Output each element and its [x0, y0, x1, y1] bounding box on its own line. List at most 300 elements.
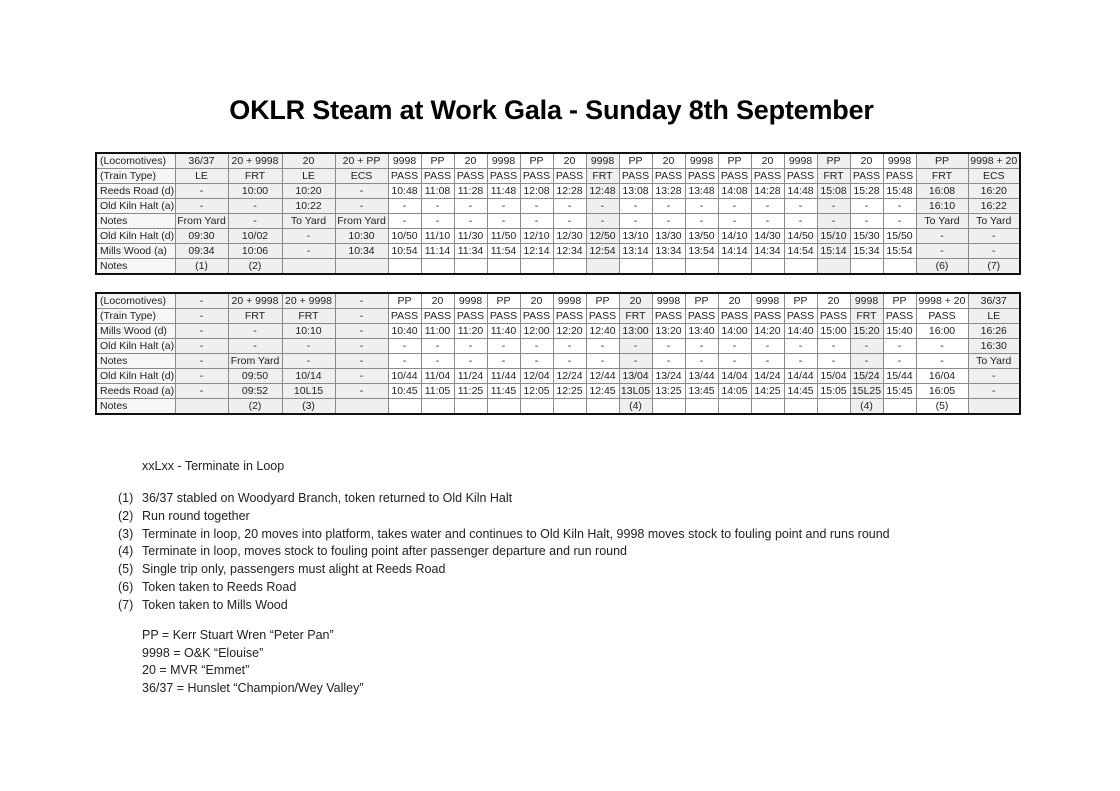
timetable-row: [96, 399, 1020, 415]
timetable-row: [96, 153, 1020, 169]
timetable-cell: 11/30: [454, 229, 487, 244]
timetable-cell: -: [454, 199, 487, 214]
timetable-cell: [454, 399, 487, 415]
timetable-cell: 11:40: [487, 324, 520, 339]
timetable-cell: PASS: [388, 169, 421, 184]
timetable-cell: PASS: [421, 309, 454, 324]
timetable-cell: PASS: [619, 169, 652, 184]
note-number: (2): [118, 508, 134, 523]
timetable-cell: -: [685, 199, 718, 214]
note-item: [118, 526, 890, 544]
timetable-cell: -: [850, 199, 883, 214]
row-label: (Locomotives): [96, 293, 175, 309]
timetable-cell: (5): [916, 399, 968, 415]
timetable-cell: PP: [817, 153, 850, 169]
timetable-cell: 14:34: [751, 244, 784, 259]
timetable-cell: 13:25: [652, 384, 685, 399]
timetable-cell: [751, 399, 784, 415]
timetable-cell: 13L05: [620, 385, 651, 397]
timetable-cell: -: [751, 339, 784, 354]
timetable-cell: -: [916, 339, 968, 354]
timetable-cell: -: [784, 354, 817, 369]
timetable-cell: -: [388, 339, 421, 354]
timetable-cell: 16:05: [916, 384, 968, 399]
timetable-cell: To Yard: [916, 214, 968, 229]
timetable-cell: (7): [968, 259, 1020, 275]
timetable-cell: -: [968, 229, 1020, 244]
timetable-cell: 12:48: [586, 184, 619, 199]
timetable-cell: 15:45: [883, 384, 916, 399]
timetable-cell: PASS: [652, 169, 685, 184]
timetable-cell: -: [335, 384, 388, 399]
timetable-cell: 12/10: [520, 229, 553, 244]
note-number: (3): [118, 526, 134, 541]
timetable-cell: PP: [586, 293, 619, 309]
timetable-cell: 16:00: [916, 324, 968, 339]
timetable-cell: -: [228, 339, 282, 354]
timetable-cell: -: [553, 199, 586, 214]
timetable-cell: (2): [228, 399, 282, 415]
timetable-cell: 20: [282, 153, 335, 169]
timetable-cell: 20 + PP: [335, 153, 388, 169]
timetable-cell: -: [817, 339, 850, 354]
timetable-cell: 9998: [388, 153, 421, 169]
timetable-cell: [553, 259, 586, 275]
timetable-cell: 9998: [652, 293, 685, 309]
timetable-cell: 15:40: [883, 324, 916, 339]
timetable-row: [96, 199, 1020, 214]
note-item: [118, 579, 890, 597]
timetable-cell: (2): [228, 259, 282, 275]
timetable-cell: PASS: [520, 169, 553, 184]
timetable-cell: PASS: [652, 309, 685, 324]
timetable-cell: [685, 399, 718, 415]
timetable-cell: [718, 259, 751, 275]
timetable-cell: FRT: [586, 169, 619, 184]
timetable-cell: 10/50: [388, 229, 421, 244]
timetable-cell: 11/10: [421, 229, 454, 244]
timetable-cell: 14:08: [718, 184, 751, 199]
notes-list: [118, 490, 890, 615]
timetable-cell: 14:54: [784, 244, 817, 259]
timetable-cell: -: [520, 199, 553, 214]
timetable-cell: -: [883, 339, 916, 354]
row-label: Mills Wood (a): [96, 244, 175, 259]
timetable-cell: 09:34: [175, 244, 228, 259]
timetable-cell: -: [175, 384, 228, 399]
row-label: Old Kiln Halt (d): [96, 229, 175, 244]
timetable-cell: 9998: [784, 153, 817, 169]
timetable-cell: 13:14: [619, 244, 652, 259]
note-number: (1): [118, 491, 134, 505]
timetable-cell: 13:45: [685, 384, 718, 399]
timetable-cell: 14:25: [751, 384, 784, 399]
timetable-cell: 09:30: [175, 229, 228, 244]
timetable-cell: 10/44: [388, 369, 421, 384]
timetable-cell: -: [586, 199, 619, 214]
row-label: Old Kiln Halt (a): [96, 199, 175, 214]
timetable-cell: 12/50: [586, 229, 619, 244]
timetable-cell: 12:05: [520, 384, 553, 399]
timetable-cell: 20: [454, 153, 487, 169]
timetable-cell: -: [586, 214, 619, 229]
row-label: Old Kiln Halt (a): [96, 339, 175, 354]
timetable-cell: -: [916, 244, 968, 259]
timetable-cell: -: [718, 354, 751, 369]
note-number: (4): [118, 544, 134, 559]
timetable-cell: PASS: [454, 169, 487, 184]
timetable-cell: 11:54: [487, 244, 520, 259]
timetable-cell: -: [487, 339, 520, 354]
timetable-cell: 14:45: [784, 384, 817, 399]
timetable-cell: [520, 259, 553, 275]
timetable-cell: From Yard: [175, 214, 228, 229]
timetable-cell: ECS: [968, 169, 1020, 184]
timetable-cell: 20: [652, 153, 685, 169]
timetable-cell: [784, 399, 817, 415]
timetable-cell: [817, 399, 850, 415]
timetable-cell: PP: [421, 153, 454, 169]
timetable-cell: 11/04: [421, 369, 454, 384]
note-number: (7): [118, 597, 134, 612]
timetable-cell: -: [916, 229, 968, 244]
note-text: Run round together: [142, 508, 250, 523]
timetable-cell: 12:25: [553, 384, 586, 399]
timetable-cell: [652, 399, 685, 415]
timetable-cell: -: [685, 354, 718, 369]
timetable-cell: 16/04: [916, 369, 968, 384]
timetable-cell: -: [850, 339, 883, 354]
timetable-row: [96, 354, 1020, 369]
timetable-cell: PP: [487, 293, 520, 309]
timetable-cell: -: [968, 244, 1020, 259]
timetable-cell: -: [175, 324, 228, 339]
timetable-cell: -: [850, 214, 883, 229]
timetable-cell: -: [388, 214, 421, 229]
timetable-cell: -: [652, 214, 685, 229]
timetable-row: [96, 369, 1020, 384]
timetable-cell: -: [968, 384, 1020, 399]
timetable-up: [95, 152, 1021, 275]
note-text: Token taken to Reeds Road: [142, 579, 297, 594]
timetable-cell: -: [850, 354, 883, 369]
timetable-cell: PASS: [685, 169, 718, 184]
timetable-cell: 14/50: [784, 229, 817, 244]
timetable-cell: [784, 259, 817, 275]
timetable-cell: 36/37: [968, 293, 1020, 309]
timetable-cell: [520, 399, 553, 415]
timetable-cell: 20: [850, 153, 883, 169]
timetable-cell: -: [175, 369, 228, 384]
timetable-cell: 10/14: [282, 369, 335, 384]
timetable-cell: 9998: [586, 153, 619, 169]
timetable-cell: 11:25: [454, 384, 487, 399]
timetable-cell: [685, 259, 718, 275]
timetable-cell: 13/44: [685, 369, 718, 384]
timetable-row: [96, 184, 1020, 199]
timetable-cell: 13:40: [685, 324, 718, 339]
timetable-cell: -: [883, 214, 916, 229]
timetable-cell: PASS: [916, 309, 968, 324]
timetable-row: [96, 384, 1020, 399]
timetable-cell: 11:00: [421, 324, 454, 339]
timetable-cell: PP: [784, 293, 817, 309]
timetable-cell: 9998: [850, 293, 883, 309]
timetable-cell: 12:40: [586, 324, 619, 339]
timetable-cell: FRT: [228, 169, 282, 184]
timetable-cell: PASS: [553, 169, 586, 184]
timetable-cell: -: [586, 354, 619, 369]
timetable-cell: 15/44: [883, 369, 916, 384]
timetable-cell: (3): [282, 399, 335, 415]
timetable-cell: -: [487, 214, 520, 229]
timetable-cell: 14:14: [718, 244, 751, 259]
timetable-cell: 36/37: [175, 153, 228, 169]
note-item: [118, 561, 890, 579]
timetable-cell: -: [335, 354, 388, 369]
timetable-cell: -: [175, 309, 228, 324]
timetable-cell: -: [652, 339, 685, 354]
timetable-cell: [487, 259, 520, 275]
timetable-cell: -: [335, 339, 388, 354]
timetable-cell: PP: [388, 293, 421, 309]
timetable-cell: 13/50: [685, 229, 718, 244]
timetable-cell: 20 + 9998: [282, 293, 335, 309]
timetable-cell: PASS: [388, 309, 421, 324]
timetable-cell: 15L25: [851, 385, 882, 397]
timetable-cell: 14:00: [718, 324, 751, 339]
timetable-row: [96, 324, 1020, 339]
timetable-cell: 9998 + 20: [916, 293, 968, 309]
timetable-cell: -: [553, 354, 586, 369]
timetable-cell: 12:00: [520, 324, 553, 339]
timetable-cell: 14/24: [751, 369, 784, 384]
timetable-cell: 10L15: [282, 384, 335, 399]
timetable-cell: FRT: [619, 309, 652, 324]
row-label: Mills Wood (d): [96, 324, 175, 339]
timetable-cell: [751, 259, 784, 275]
timetable-cell: [335, 399, 388, 415]
timetable-cell: 15:54: [883, 244, 916, 259]
timetable-cell: 13:28: [652, 184, 685, 199]
timetable-cell: 20 + 9998: [228, 153, 282, 169]
timetable-cell: [586, 259, 619, 275]
timetable-cell: [553, 399, 586, 415]
timetable-cell: 15:14: [817, 244, 850, 259]
timetable-cell: 10:22: [282, 199, 335, 214]
timetable-cell: 9998: [487, 153, 520, 169]
timetable-cell: 9998 + 20: [968, 153, 1020, 169]
timetable-cell: PP: [520, 153, 553, 169]
row-label: (Locomotives): [96, 153, 175, 169]
timetable-cell: 11/44: [487, 369, 520, 384]
timetable-cell: 9998: [454, 293, 487, 309]
timetable-cell: 16:26: [968, 324, 1020, 339]
timetable-cell: -: [421, 199, 454, 214]
timetable-cell: -: [817, 199, 850, 214]
timetable-cell: -: [282, 244, 335, 259]
timetable-cell: -: [685, 339, 718, 354]
timetable-cell: PASS: [487, 169, 520, 184]
timetable-cell: [817, 259, 850, 275]
timetable-cell: -: [619, 339, 652, 354]
timetable-cell: [388, 399, 421, 415]
timetable-cell: FRT: [916, 169, 968, 184]
timetable-cell: -: [652, 199, 685, 214]
timetable-cell: -: [282, 354, 335, 369]
timetable-cell: -: [175, 354, 228, 369]
timetable-cell: 15:28: [850, 184, 883, 199]
note-number: (5): [118, 562, 134, 577]
timetable-cell: -: [454, 214, 487, 229]
timetable-cell: PASS: [784, 309, 817, 324]
timetable-cell: 9998: [751, 293, 784, 309]
timetable-cell: PASS: [883, 169, 916, 184]
timetable-cell: -: [883, 199, 916, 214]
timetable-cell: (4): [850, 399, 883, 415]
timetable-cell: -: [335, 324, 388, 339]
timetable-cell: FRT: [282, 309, 335, 324]
timetable-cell: [388, 259, 421, 275]
timetable-cell: 10:06: [228, 244, 282, 259]
timetable-cell: PP: [883, 293, 916, 309]
note-text: 36/37 stabled on Woodyard Branch, token returned to Old Kiln Halt: [142, 491, 513, 505]
timetable-cell: 11:05: [421, 384, 454, 399]
timetable-cell: [586, 399, 619, 415]
note-text: Token taken to Mills Wood: [142, 597, 288, 612]
timetable-cell: 20: [718, 293, 751, 309]
timetable-row: [96, 229, 1020, 244]
row-label: Notes: [96, 354, 175, 369]
timetable-cell: PP: [619, 153, 652, 169]
timetable-cell: -: [817, 354, 850, 369]
timetable-cell: 12:20: [553, 324, 586, 339]
timetable-cell: 20: [817, 293, 850, 309]
timetable-cell: -: [652, 354, 685, 369]
timetable-cell: 14/04: [718, 369, 751, 384]
timetable-cell: 12:08: [520, 184, 553, 199]
timetable-cell: -: [388, 354, 421, 369]
timetable-row: [96, 339, 1020, 354]
timetable-cell: -: [175, 339, 228, 354]
timetable-cell: 11:48: [487, 184, 520, 199]
timetable-cell: 14/44: [784, 369, 817, 384]
timetable-cell: -: [685, 214, 718, 229]
timetable-cell: -: [883, 354, 916, 369]
timetable-cell: 9998: [553, 293, 586, 309]
timetable-cell: 20: [619, 293, 652, 309]
timetable-cell: -: [553, 214, 586, 229]
timetable-cell: LE: [175, 169, 228, 184]
note-number: (6): [118, 579, 134, 594]
timetable-cell: [850, 259, 883, 275]
timetable-row: [96, 244, 1020, 259]
timetable-cell: -: [335, 293, 388, 309]
timetable-cell: 16:08: [916, 184, 968, 199]
timetable-cell: FRT: [817, 169, 850, 184]
timetable-cell: -: [335, 184, 388, 199]
timetable-cell: -: [619, 199, 652, 214]
timetable-cell: 10:20: [282, 184, 335, 199]
timetable-cell: -: [335, 369, 388, 384]
timetable-cell: [883, 399, 916, 415]
timetable-cell: PASS: [784, 169, 817, 184]
timetable-cell: ECS: [335, 169, 388, 184]
timetable-cell: -: [175, 184, 228, 199]
timetable-cell: -: [520, 339, 553, 354]
timetable-cell: 11:14: [421, 244, 454, 259]
timetable-cell: -: [282, 229, 335, 244]
timetable-cell: 10:40: [388, 324, 421, 339]
timetable-cell: [619, 259, 652, 275]
timetable-cell: 15:00: [817, 324, 850, 339]
timetable-down: [95, 292, 1021, 415]
timetable-cell: To Yard: [968, 354, 1020, 369]
timetable-cell: 15:08: [817, 184, 850, 199]
timetable-cell: (6): [916, 259, 968, 275]
loco-key-item: 20 = MVR “Emmet”: [142, 663, 250, 677]
timetable-cell: PASS: [685, 309, 718, 324]
row-label: Reeds Road (d): [96, 184, 175, 199]
timetable-cell: 09:52: [228, 384, 282, 399]
row-label: Notes: [96, 259, 175, 275]
timetable-cell: -: [968, 369, 1020, 384]
locomotive-key: [142, 627, 364, 697]
timetable-cell: 11/50: [487, 229, 520, 244]
timetable-cell: -: [619, 214, 652, 229]
timetable-cell: PASS: [586, 309, 619, 324]
row-label: Notes: [96, 214, 175, 229]
note-text: Single trip only, passengers must alight at Reeds Road: [142, 562, 446, 577]
timetable-cell: 13:00: [619, 324, 652, 339]
timetable-cell: From Yard: [335, 214, 388, 229]
timetable-cell: -: [421, 354, 454, 369]
timetable-cell: [175, 399, 228, 415]
timetable-cell: 11/24: [454, 369, 487, 384]
timetable-cell: [335, 259, 388, 275]
timetable-cell: To Yard: [282, 214, 335, 229]
timetable-cell: 13:34: [652, 244, 685, 259]
timetable-cell: 20: [520, 293, 553, 309]
timetable-cell: (4): [619, 399, 652, 415]
timetable-cell: 14:40: [784, 324, 817, 339]
timetable-cell: [421, 399, 454, 415]
timetable-cell: PASS: [421, 169, 454, 184]
timetable-cell: 10:10: [282, 324, 335, 339]
timetable-cell: -: [228, 214, 282, 229]
timetable-cell: 16:10: [916, 199, 968, 214]
timetable-cell: PP: [718, 153, 751, 169]
timetable-row: [96, 293, 1020, 309]
timetable-cell: 10/02: [228, 229, 282, 244]
timetable-cell: -: [335, 199, 388, 214]
timetable-cell: -: [282, 339, 335, 354]
timetable-cell: 20: [421, 293, 454, 309]
loco-key-item: PP = Kerr Stuart Wren “Peter Pan”: [142, 628, 334, 642]
timetable-cell: 15/24: [850, 369, 883, 384]
timetable-cell: [454, 259, 487, 275]
timetable-cell: -: [454, 339, 487, 354]
timetable-cell: 14:20: [751, 324, 784, 339]
timetable-cell: -: [388, 199, 421, 214]
timetable-cell: -: [421, 339, 454, 354]
timetable-cell: PASS: [751, 309, 784, 324]
timetable-cell: 12/44: [586, 369, 619, 384]
timetable-row: [96, 309, 1020, 324]
row-label: (Train Type): [96, 309, 175, 324]
timetable-cell: 10:00: [228, 184, 282, 199]
row-label: Notes: [96, 399, 175, 415]
